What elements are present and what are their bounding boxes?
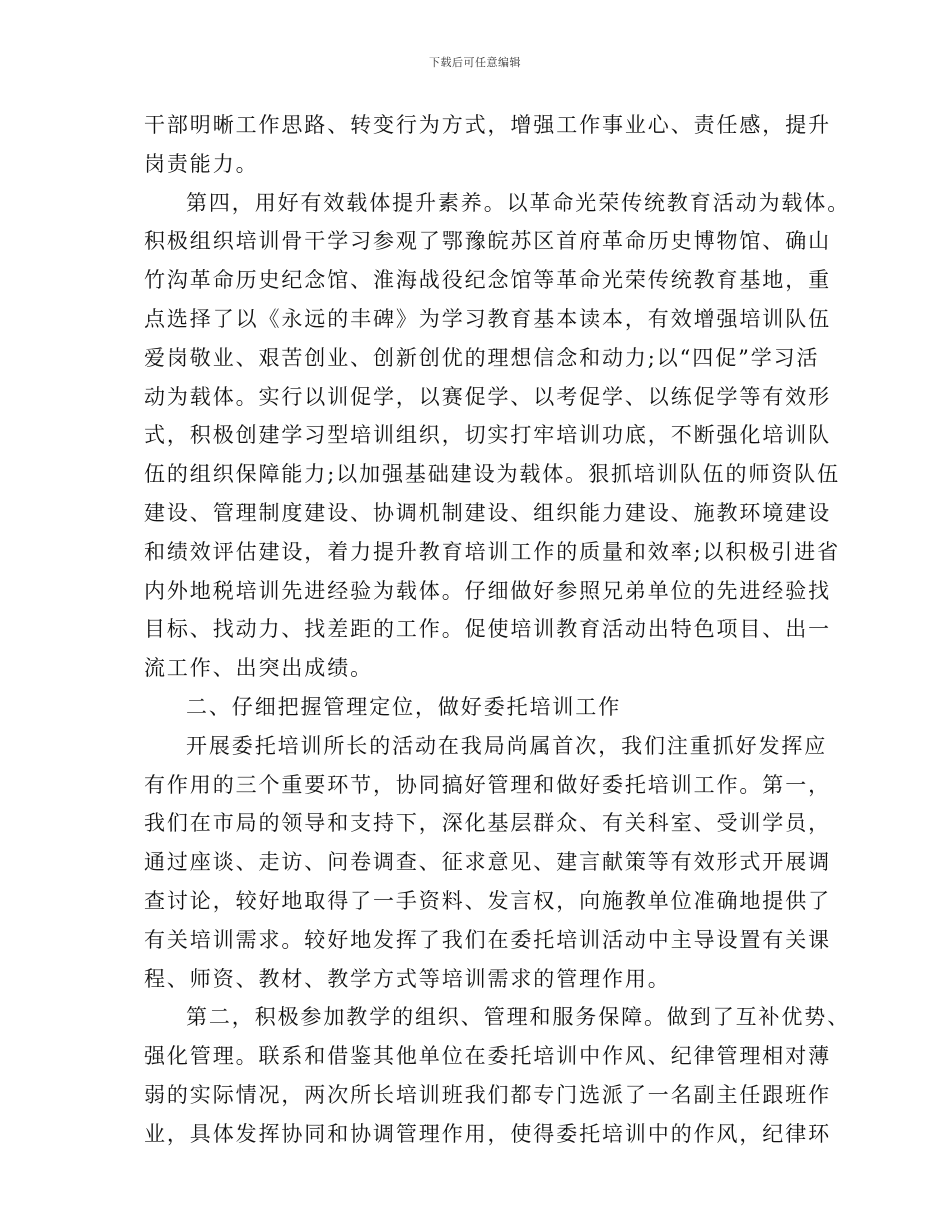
text-line: 建设、管理制度建设、协调机制建设、组织能力建设、施教环境建设 [144, 500, 831, 525]
text-line: 流工作、出突出成绩。 [144, 656, 373, 681]
text-line: 动为载体。实行以训促学，以赛促学、以考促学、以练促学等有效形 [144, 384, 831, 409]
text-line: 内外地税培训先进经验为载体。仔细做好参照兄弟单位的先进经验找 [144, 578, 831, 603]
text-line: 点选择了以《永远的丰碑》为学习教育基本读本，有效增强培训队伍 [144, 306, 831, 331]
text-line: 强化管理。联系和借鉴其他单位在委托培训中作风、纪律管理相对薄 [144, 1044, 831, 1069]
text-line: 有作用的三个重要环节，协同搞好管理和做好委托培训工作。第一， [144, 772, 831, 797]
text-line: 伍的组织保障能力;以加强基础建设为载体。狠抓培训队伍的师资队伍 [144, 462, 840, 487]
text-line: 干部明晰工作思路、转变行为方式，增强工作事业心、责任感，提升 [144, 113, 831, 137]
text-line: 弱的实际情况，两次所长培训班我们都专门选派了一名副主任跟班作 [144, 1082, 831, 1107]
text-line: 目标、找动力、找差距的工作。促使培训教育活动出特色项目、出一 [144, 617, 831, 642]
text-line: 通过座谈、走访、问卷调查、征求意见、建言献策等有效形式开展调 [144, 850, 831, 875]
text-line: 和绩效评估建设，着力提升教育培训工作的质量和效率;以积极引进省 [144, 539, 840, 564]
document-body [144, 106, 851, 1154]
text-line: 岗责能力。 [144, 151, 259, 176]
text-line: 查讨论，较好地取得了一手资料、发言权，向施教单位准确地提供了 [144, 888, 831, 913]
text-line: 程、师资、教材、教学方式等培训需求的管理作用。 [144, 966, 671, 991]
text-line: 第二，积极参加教学的组织、管理和服务保障。做到了互补优势、 [186, 1005, 851, 1030]
text-line: 有关培训需求。较好地发挥了我们在委托培训活动中主导设置有关课 [144, 927, 831, 952]
text-line: 二、仔细把握管理定位，做好委托培训工作 [186, 694, 622, 719]
text-line: 积极组织培训骨干学习参观了鄂豫皖苏区首府革命历史博物馆、确山 [144, 229, 831, 254]
text-line: 爱岗敬业、艰苦创业、创新创优的理想信念和动力;以“四促”学习活 [144, 345, 820, 370]
text-line: 式，积极创建学习型培训组织，切实打牢培训功底，不断强化培训队 [144, 423, 831, 448]
text-line: 业，具体发挥协同和协调管理作用，使得委托培训中的作风，纪律环 [144, 1121, 831, 1146]
text-line: 开展委托培训所长的活动在我局尚属首次，我们注重抓好发挥应 [186, 733, 828, 758]
text-line: 我们在市局的领导和支持下，深化基层群众、有关科室、受训学员， [144, 811, 831, 836]
text-line: 竹沟革命历史纪念馆、淮海战役纪念馆等革命光荣传统教育基地，重 [144, 268, 831, 293]
page-header: 下载后可任意编辑 [429, 56, 521, 69]
text-line: 第四，用好有效载体提升素养。以革命光荣传统教育活动为载体。 [186, 190, 851, 215]
